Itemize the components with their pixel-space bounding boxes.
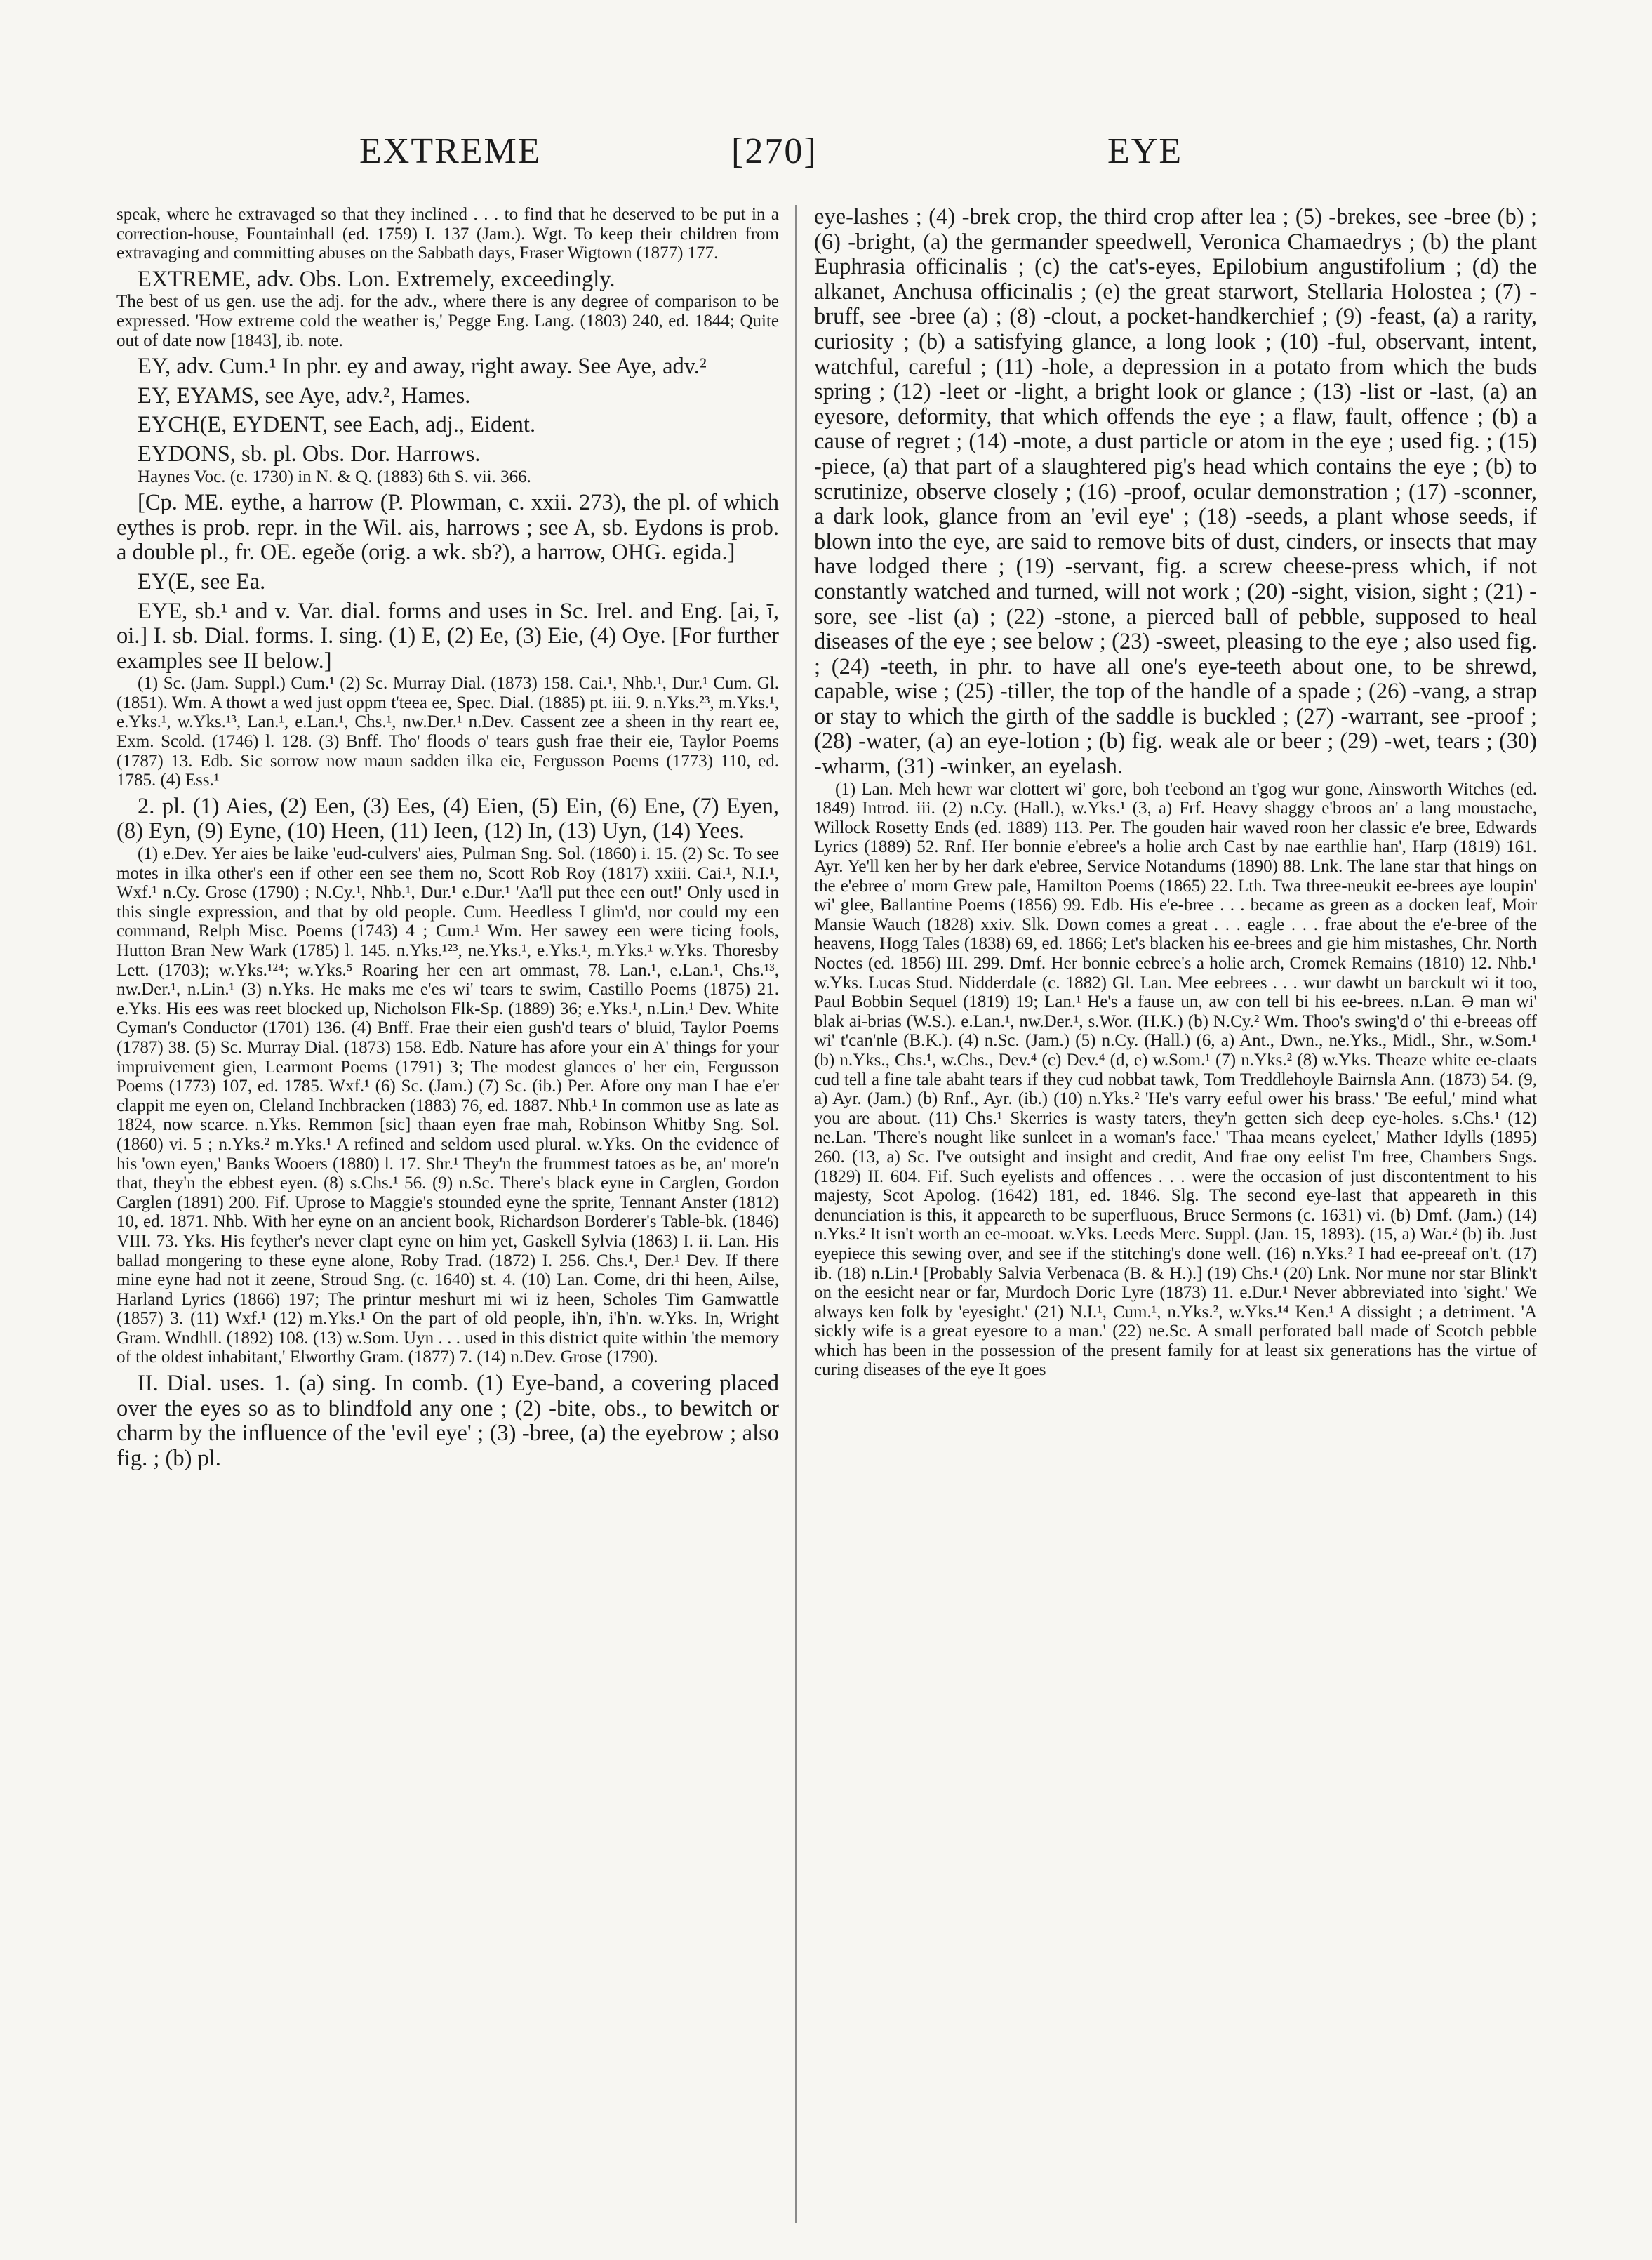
entry-paragraph: EY, adv. Cum.¹ In phr. ey and away, right away. See Aye, adv.² — [138, 354, 707, 380]
entry-paragraph: EYE, sb.¹ and v. Var. dial. forms and uses in Sc. Irel. and Eng. [ai, ī, oi.] I. sb. Dial. forms. I. sing. (1) E, (2) Ee, (3) Eie, (4) Oye. [For further examples see II below.] — [116, 598, 779, 674]
citation-paragraph: (1) e.Dev. Yer aies be laike 'eud-culvers' aies, Pulman Sng. Sol. (1860) i. 15. (2) Sc. To see motes in ilka other's een if other een see them no, Scott Rob Roy (1817) xxiii. Cai.¹, N.I.¹, Wxf.¹ n.Cy. Grose (1790) ; N.Cy.¹, Nhb.¹, Dur.¹ e.Dur.¹ 'Aa'll put thee een out!' Only used in this single expression, and that by old people. Cum. Heedless I glim'd, nor could my een command, Relph Misc. Poems (1743) 4 ; Cum.¹ Wm. Her sawey een were ticing fools, Hutton Bran New Wark (1785) l. 145. n.Yks.¹²³, ne.Yks.¹, e.Yks.¹, m.Yks.¹ w.Yks. Thoresby Lett. (1703); w.Yks.¹²⁴; w.Yks.⁵ Roaring her een art ommast, 78. Lan.¹, e.Lan.¹, Chs.¹³, nw.Der.¹, n.Lin.¹ (3) n.Yks. He maks me e'es wi' tears te swim, Castillo Poems (1875) 21. e.Yks. His ees was reet blocked up, Nicholson Flk-Sp. (1889) 36; e.Yks.¹, n.Lin.¹ Dev. White Cyman's Conductor (1701) 136. (4) Bnff. Frae their eien gush'd tears o' bluid, Taylor Poems (1787) 38. (5) Sc. Murray Dial. (1873) 158. Edb. Nature has afore your ein A' things for your impruivement gien, Learmont Poems (1791) 3; The modest glances o' her ein, Fergusson Poems (1773) 107, ed. 1785. Wxf.¹ (6) Sc. (Jam.) (7) Sc. (ib.) Per. Afore ony man I hae e'er clappit me eyen on, Cleland Inchbracken (1883) 76, ed. 1887. Nhb.¹ In common use as late as 1824, now scarce. n.Yks. Remmon [sic] thaan eyen frae mah, Robinson Whitby Sng. Sol. (1860) vi. 5 ; n.Yks.² m.Yks.¹ A refined and seldom used plural. w.Yks. On the evidence of his 'own eyen,' Banks Wooers (1880) l. 17. Shr.¹ They'n the frummest tatoes as be, an' more'n that, they'n the ebbest eyen. (8) s.Chs.¹ 56. (9) n.Sc. There's black eyne in Carglen, Gordon Carglen (1891) 200. Fif. Uprose to Maggie's stounded eyne the sprite, Tennant Anster (1812) 10, ed. 1871. Nhb. With her eyne on an ancient book, Richardson Borderer's Table-bk. (1846) VIII. 73. Yks. His feyther's never clapt eyne on him yet, Gaskell Sylvia (1863) I. ii. Lan. His ballad mongering to these eyne alone, Roby Trad. (1872) I. 256. Chs.¹, Der.¹ Dev. If there mine eyne had not it zeene, Stroud Sng. (c. 1640) st. 4. (10) Lan. Come, dri thi heen, Ailse, Harland Lyrics (1866) 197; The printur meshurt mi wi iz heen, Scholes Tim Gamwattle (1857) 3. (11) Wxf.¹ (12) m.Yks.¹ On the part of old people, ih'n, i'h'n. w.Yks. In, Wright Gram. Wndhll. (1892) 108. (13) w.Som. Uyn . . . used in this district quite within 'the memory of the oldest inhabitant,' Elworthy Gram. (1877) 7. (14) n.Dev. Grose (1790). — [116, 844, 779, 1367]
citation-paragraph: speak, where he extravaged so that they inclined . . . to find that he deserved to be put in a correction-house, Fountainhall (ed. 1759) I. 137 (Jam.). Wgt. To keep their children from extravaging and committing abuses on the Sabbath days, Fraser Wigtown (1877) 177. — [116, 205, 779, 263]
entry-paragraph: EXTREME, adv. Obs. Lon. Extremely, exceedingly. — [138, 266, 615, 292]
entry-paragraph: II. Dial. uses. 1. (a) sing. In comb. (1) Eye-band, a covering placed over the eyes so as to blindfold any one ; (2) -bite, obs., to bewitch or charm by the influence of the 'evil eye' ; (3) -bree, (a) the eyebrow ; also fig. ; (b) pl. — [116, 1371, 779, 1471]
entry-paragraph: EYCH(E, EYDENT, see Each, adj., Eident. — [138, 412, 536, 438]
entry-paragraph: eye-lashes ; (4) -brek crop, the third crop after lea ; (5) -brekes, see -bree (b) ; (6) -bright, (a) the germander speedwell, Veronica Chamaedrys ; (b) the plant Euphrasia officinalis ; (c) the cat's-eyes, Epilobium angustifolium ; (d) the alkanet, Anchusa officinalis ; (e) the great starwort, Stellaria Holostea ; (7) -bruff, see -bree (a) ; (8) -clout, a pocket-handkerchief ; (9) -feast, (a) a rarity, curiosity ; (b) a satisfying glance, a long look ; (10) -ful, observant, intent, watchful, careful ; (11) -hole, a depression in a potato from which the buds spring ; (12) -leet or -light, a bright look or glance ; (13) -list or -last, (a) an eyesore, deformity, that which offends the eye ; a flaw, fault, offence ; (b) a cause of regret ; (14) -mote, a dust particle or atom in the eye ; used fig. ; (15) -piece, (a) that part of a slaughtered pig's head which contains the eye ; (b) to scrutinize, observe closely ; (16) -proof, ocular demonstration ; (17) -sconner, a dark look, glance from an 'evil eye' ; (18) -seeds, a plant whose seeds, if blown into the eye, are said to remove bits of dust, cinders, or insects that may have lodged there ; (19) -servant, fig. a screw cheese-press which, if not constantly watched and turned, will not work ; (20) -sight, vision, sight ; (21) -sore, see -list (a) ; (22) -stone, a pierced ball of pebble, supposed to heal diseases of the eye ; see below ; (23) -sweet, pleasing to the eye ; also used fig. ; (24) -teeth, in phr. to have all one's eye-teeth about one, to be shrewd, capable, wise ; (25) -tiller, the top of the handle of a spade ; (26) -vang, a strap or stay to which the girth of the saddle is buckled ; (27) -warrant, see -proof ; (28) -water, (a) an eye-lotion ; (b) fig. weak ale or beer ; (29) -wet, tears ; (30) -wharm, (31) -winker, an eyelash. — [814, 205, 1537, 780]
page-number: [270] — [731, 131, 818, 171]
entry-paragraph: EYDONS, sb. pl. Obs. Dor. Harrows. — [138, 441, 481, 467]
entry-paragraph: 2. pl. (1) Aies, (2) Een, (3) Ees, (4) Eien, (5) Ein, (6) Ene, (7) Eyen, (8) Eyn, (9) Eyne, (10) Heen, (11) Ieen, (12) In, (13) Uyn, (14) Yees. — [116, 793, 779, 844]
running-head-left: EXTREME — [359, 131, 542, 171]
citation-paragraph: Haynes Voc. (c. 1730) in N. & Q. (1883) 6th S. vii. 366. — [138, 467, 531, 486]
citation-paragraph: (1) Sc. (Jam. Suppl.) Cum.¹ (2) Sc. Murray Dial. (1873) 158. Cai.¹, Nhb.¹, Dur.¹ Cum. Gl. (1851). Wm. A thowt a wed just oppm t'teea ee, Spec. Dial. (1885) pt. iii. 9. n.Yks.²³, m.Yks.¹, e.Yks.¹, w.Yks.¹³, Lan.¹, e.Lan.¹, Chs.¹, nw.Der.¹ n.Dev. Cassent zee a sheen in thy reart ee, Exm. Scold. (1746) l. 128. (3) Bnff. Tho' floods o' tears gush frae their eie, Taylor Poems (1787) 13. Edb. Sic sorrow now maun sadden ilka eie, Fergusson Poems (1773) 110, ed. 1785. (4) Ess.¹ — [116, 674, 779, 790]
right-column — [814, 205, 1537, 2233]
entry-paragraph: EY, EYAMS, see Aye, adv.², Hames. — [138, 383, 471, 408]
column-divider — [795, 205, 797, 2223]
running-head-right: EYE — [1107, 131, 1183, 171]
citation-paragraph: (1) Lan. Meh hewr war clottert wi' gore, boh t'eebond an t'gog wur gone, Ainsworth Witches (ed. 1849) Introd. iii. (2) n.Cy. (Hall.), w.Yks.¹ (3, a) Frf. Heavy shaggy e'broos an' a lang moustache, Willock Rosetty Ends (ed. 1889) 113. Per. The gouden hair waved roon her classic e'e bree, Edwards Lyrics (1889) 52. Rnf. Her bonnie e'ebree's a holie arch Cast by nae earthlie han', Harp (1819) 161. Ayr. Ye'll ken her by her dark e'ebree, Service Notandums (1890) 88. Lnk. The lane star that hings on the e'ebree o' morn Grew pale, Hamilton Poems (1865) 22. Lth. Twa three-neukit ee-brees aye loupin' wi' glee, Ballantine Poems (1856) 99. Edb. His e'e-bree . . . became as green as a docken leaf, Moir Mansie Wauch (1828) xxiv. Slk. Down comes a great . . . eagle . . . frae about the e'e-bree of the heavens, Hogg Tales (1838) 69, ed. 1866; Let's blacken his ee-brees and gie him mistashes, Chr. North Noctes (ed. 1856) III. 299. Dmf. Her bonnie eebree's a holie arch, Cromek Remains (1810) 12. Nhb.¹ w.Yks. Lucas Stud. Nidderdale (c. 1882) Gl. Lan. Mee eebrees . . . wur dawbt un barckult wi it too, Paul Bobbin Sequel (1819) 19; Lan.¹ He's a fause un, aw con tell bi his ee-brees. n.Lan. Ə man wi' blak ai-brias (W.S.). e.Lan.¹, nw.Der.¹, s.Wor. (H.K.) (b) N.Cy.² Wm. Thoo's swing'd o' thi e-breeas off wi' t'can'nle (B.K.). (4) n.Sc. (Jam.) (5) n.Cy. (Hall.) (6, a) Ant., Dwn., ne.Yks., Midl., Shr., w.Som.¹ (b) n.Yks., Chs.¹, w.Chs., Dev.⁴ (c) Dev.⁴ (d, e) w.Som.¹ (7) n.Yks.² (8) w.Yks. Theaze white ee-claats cud tell a fine tale abaht tears if they cud nobbat tawk, Tom Treddlehoyle Bairnsla Ann. (1873) 54. (9, a) Ayr. (Jam.) (b) Rnf., Ayr. (ib.) (10) n.Yks.² 'He's varry eeful ower his brass.' 'Be eeful,' mind what you are about. (11) Chs.¹ Skerries is wasty taters, they'n getten sich deep eye-holes. s.Chs.¹ (12) ne.Lan. 'There's nought like sunleet in a woman's face.' 'Thaa means eyeleet,' Mather Idylls (1895) 260. (13, a) Sc. I've outsight and insight and credit, And frae ony eelist I'm free, Chambers Sngs. (1829) II. 604. Fif. Such eyelists and offences . . . were the occasion of just discontentment to his majesty, Scot Apolog. (1642) 181, ed. 1846. Slg. The second eye-last that appeareth in this denunciation is this, it appeareth to be superfluous, Bruce Sermons (c. 1631) vi. (b) Dmf. (Jam.) (14) n.Yks.² It isn't worth an ee-mooat. w.Yks. Leeds Merc. Suppl. (Jan. 15, 1893). (15, a) War.² (b) ib. Just eyepiece this sewing over, and see if the stitching's done well. (16) n.Yks.² I had ee-preeaf on't. (17) ib. (18) n.Lin.¹ [Probably Salvia Verbenaca (B. & H.).] (19) Chs.¹ (20) Lnk. Nor mune nor star Blink't on the eesicht near or far, Murdoch Doric Lyre (1873) 11. e.Dur.¹ Never abbreviated into 'sight.' We always ken folk by 'eyesight.' (21) N.I.¹, Cum.¹, n.Yks.², w.Yks.¹⁴ Ken.¹ A dissight ; a detriment. 'A sickly wife is a great eyesore to a man.' (22) ne.Sc. A small perforated ball made of Scotch pebble which has been in the possession of the present family for at least six generations has the virtue of curing diseases of the eye It goes — [814, 779, 1537, 1380]
entry-paragraph: EY(E, see Ea. — [138, 569, 266, 594]
page-header — [0, 131, 1652, 187]
citation-paragraph: The best of us gen. use the adj. for the adv., where there is any degree of comparison to be expressed. 'How extreme cold the weather is,' Pegge Eng. Lang. (1803) 240, ed. 1844; Quite out of date now [1843], ib. note. — [116, 292, 779, 350]
entry-paragraph: [Cp. ME. eythe, a harrow (P. Plowman, c. xxii. 273), the pl. of which eythes is prob. repr. in the Wil. ais, harrows ; see A, sb. Eydons is prob. a double pl., fr. OE. egeðe (orig. a wk. sb?), a harrow, OHG. egida.] — [116, 490, 779, 566]
left-column — [116, 205, 779, 2233]
